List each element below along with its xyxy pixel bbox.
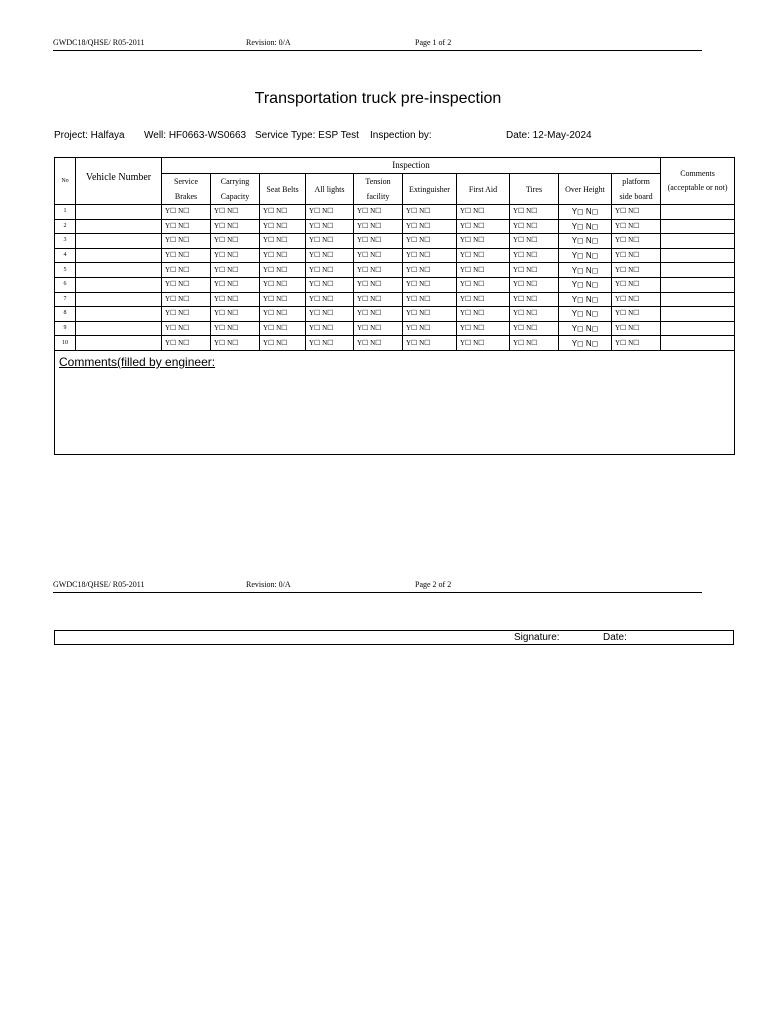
yes-no-checkbox[interactable]: Y◻ N◻ xyxy=(559,321,612,336)
yes-no-checkbox[interactable]: Y☐ N☐ xyxy=(354,248,403,263)
inspection-table xyxy=(54,157,735,455)
yes-no-checkbox[interactable]: Y☐ N☐ xyxy=(306,292,354,307)
engineer-comments-label: Comments(filled by engineer: xyxy=(59,354,216,369)
comments-cell[interactable] xyxy=(661,307,735,322)
comments-cell[interactable] xyxy=(661,277,735,292)
yes-no-checkbox[interactable]: Y☐ N☐ xyxy=(211,336,260,351)
project-field: Project: Halfaya xyxy=(54,130,125,141)
yes-no-checkbox[interactable]: Y☐ N☐ xyxy=(162,277,211,292)
yes-no-checkbox[interactable]: Y☐ N☐ xyxy=(354,292,403,307)
inspection-column-header: First Aid xyxy=(457,174,510,205)
comments-cell[interactable] xyxy=(661,292,735,307)
table-row xyxy=(55,321,735,336)
vehicle-number-cell[interactable] xyxy=(76,336,162,351)
revision-label: Revision: 0/A xyxy=(246,580,291,589)
vehicle-number-cell[interactable] xyxy=(76,277,162,292)
yes-no-checkbox[interactable]: Y☐ N☐ xyxy=(211,307,260,322)
inspection-column-header: platform side board xyxy=(612,174,661,205)
yes-no-checkbox[interactable]: Y☐ N☐ xyxy=(260,336,306,351)
yes-no-checkbox[interactable]: Y☐ N☐ xyxy=(306,307,354,322)
table-row xyxy=(55,234,735,249)
yes-no-checkbox[interactable]: Y☐ N☐ xyxy=(260,321,306,336)
yes-no-checkbox[interactable]: Y◻ N◻ xyxy=(559,205,612,220)
yes-no-checkbox[interactable]: Y☐ N☐ xyxy=(403,205,457,220)
inspection-column-header: All lights xyxy=(306,174,354,205)
yes-no-checkbox[interactable]: Y☐ N☐ xyxy=(457,219,510,234)
yes-no-checkbox[interactable]: Y☐ N☐ xyxy=(306,234,354,249)
document-code: GWDC18/QHSE/ R05-2011 xyxy=(53,38,145,47)
inspection-column-header: Over Height xyxy=(559,174,612,205)
yes-no-checkbox[interactable]: Y☐ N☐ xyxy=(403,219,457,234)
yes-no-checkbox[interactable]: Y☐ N☐ xyxy=(260,234,306,249)
yes-no-checkbox[interactable]: Y☐ N☐ xyxy=(260,292,306,307)
yes-no-checkbox[interactable]: Y☐ N☐ xyxy=(260,219,306,234)
yes-no-checkbox[interactable]: Y☐ N☐ xyxy=(457,321,510,336)
yes-no-checkbox[interactable]: Y☐ N☐ xyxy=(354,277,403,292)
comments-cell[interactable] xyxy=(661,234,735,249)
yes-no-checkbox[interactable]: Y☐ N☐ xyxy=(403,248,457,263)
yes-no-checkbox[interactable]: Y☐ N☐ xyxy=(510,307,559,322)
yes-no-checkbox[interactable]: Y☐ N☐ xyxy=(612,292,661,307)
comments-cell[interactable] xyxy=(661,321,735,336)
yes-no-checkbox[interactable]: Y◻ N◻ xyxy=(559,248,612,263)
vehicle-number-cell[interactable] xyxy=(76,205,162,220)
vehicle-number-cell[interactable] xyxy=(76,219,162,234)
vehicle-number-cell[interactable] xyxy=(76,263,162,278)
yes-no-checkbox[interactable]: Y☐ N☐ xyxy=(457,292,510,307)
yes-no-checkbox[interactable]: Y☐ N☐ xyxy=(306,336,354,351)
yes-no-checkbox[interactable]: Y☐ N☐ xyxy=(457,277,510,292)
yes-no-checkbox[interactable]: Y☐ N☐ xyxy=(162,307,211,322)
row-number: 5 xyxy=(55,263,76,278)
yes-no-checkbox[interactable]: Y☐ N☐ xyxy=(306,263,354,278)
page-number: Page 2 of 2 xyxy=(415,580,452,589)
yes-no-checkbox[interactable]: Y☐ N☐ xyxy=(457,205,510,220)
yes-no-checkbox[interactable]: Y☐ N☐ xyxy=(354,336,403,351)
signature-date-label: Date: xyxy=(603,632,627,643)
revision-label: Revision: 0/A xyxy=(246,38,291,47)
engineer-comments-box[interactable] xyxy=(55,350,735,454)
yes-no-checkbox[interactable]: Y☐ N☐ xyxy=(457,263,510,278)
yes-no-checkbox[interactable]: Y☐ N☐ xyxy=(211,219,260,234)
yes-no-checkbox[interactable]: Y☐ N☐ xyxy=(403,277,457,292)
vehicle-number-cell[interactable] xyxy=(76,307,162,322)
inspection-column-header: Carrying Capacity xyxy=(211,174,260,205)
yes-no-checkbox[interactable]: Y☐ N☐ xyxy=(612,248,661,263)
engineer-comments-row xyxy=(55,350,735,454)
table-row xyxy=(55,248,735,263)
yes-no-checkbox[interactable]: Y◻ N◻ xyxy=(559,336,612,351)
yes-no-checkbox[interactable]: Y☐ N☐ xyxy=(260,248,306,263)
inspection-group-header: Inspection xyxy=(162,158,661,174)
comments-cell[interactable] xyxy=(661,263,735,278)
yes-no-checkbox[interactable]: Y☐ N☐ xyxy=(403,321,457,336)
yes-no-checkbox[interactable]: Y☐ N☐ xyxy=(612,234,661,249)
yes-no-checkbox[interactable]: Y☐ N☐ xyxy=(354,234,403,249)
yes-no-checkbox[interactable]: Y☐ N☐ xyxy=(403,292,457,307)
yes-no-checkbox[interactable]: Y☐ N☐ xyxy=(403,336,457,351)
yes-no-checkbox[interactable]: Y☐ N☐ xyxy=(612,263,661,278)
yes-no-checkbox[interactable]: Y☐ N☐ xyxy=(612,205,661,220)
yes-no-checkbox[interactable]: Y☐ N☐ xyxy=(354,307,403,322)
yes-no-checkbox[interactable]: Y☐ N☐ xyxy=(457,336,510,351)
row-number: 9 xyxy=(55,321,76,336)
yes-no-checkbox[interactable]: Y☐ N☐ xyxy=(306,219,354,234)
yes-no-checkbox[interactable]: Y☐ N☐ xyxy=(211,263,260,278)
yes-no-checkbox[interactable]: Y☐ N☐ xyxy=(260,205,306,220)
row-number: 10 xyxy=(55,336,76,351)
yes-no-checkbox[interactable]: Y☐ N☐ xyxy=(162,263,211,278)
yes-no-checkbox[interactable]: Y☐ N☐ xyxy=(510,248,559,263)
yes-no-checkbox[interactable]: Y☐ N☐ xyxy=(260,263,306,278)
yes-no-checkbox[interactable]: Y◻ N◻ xyxy=(559,277,612,292)
yes-no-checkbox[interactable]: Y☐ N☐ xyxy=(457,307,510,322)
yes-no-checkbox[interactable]: Y☐ N☐ xyxy=(162,248,211,263)
yes-no-checkbox[interactable]: Y☐ N☐ xyxy=(211,234,260,249)
row-number: 3 xyxy=(55,234,76,249)
table-row xyxy=(55,205,735,220)
vehicle-number-cell[interactable] xyxy=(76,321,162,336)
row-number: 2 xyxy=(55,219,76,234)
yes-no-checkbox[interactable]: Y☐ N☐ xyxy=(612,219,661,234)
table-row xyxy=(55,336,735,351)
yes-no-checkbox[interactable]: Y☐ N☐ xyxy=(354,219,403,234)
table-row xyxy=(55,277,735,292)
row-number: 6 xyxy=(55,277,76,292)
no-column-header: No xyxy=(55,158,76,205)
date-field: Date: 12-May-2024 xyxy=(506,130,592,141)
inspection-column-header: Service Brakes xyxy=(162,174,211,205)
row-number: 8 xyxy=(55,307,76,322)
yes-no-checkbox[interactable]: Y◻ N◻ xyxy=(559,292,612,307)
yes-no-checkbox[interactable]: Y☐ N☐ xyxy=(162,321,211,336)
yes-no-checkbox[interactable]: Y☐ N☐ xyxy=(354,205,403,220)
yes-no-checkbox[interactable]: Y☐ N☐ xyxy=(260,277,306,292)
document-code: GWDC18/QHSE/ R05-2011 xyxy=(53,580,145,589)
yes-no-checkbox[interactable]: Y☐ N☐ xyxy=(211,205,260,220)
yes-no-checkbox[interactable]: Y☐ N☐ xyxy=(211,292,260,307)
yes-no-checkbox[interactable]: Y☐ N☐ xyxy=(510,263,559,278)
yes-no-checkbox[interactable]: Y☐ N☐ xyxy=(457,234,510,249)
yes-no-checkbox[interactable]: Y☐ N☐ xyxy=(403,307,457,322)
inspection-column-header: Tension facility xyxy=(354,174,403,205)
yes-no-checkbox[interactable]: Y☐ N☐ xyxy=(162,219,211,234)
yes-no-checkbox[interactable]: Y☐ N☐ xyxy=(510,321,559,336)
yes-no-checkbox[interactable]: Y☐ N☐ xyxy=(510,219,559,234)
yes-no-checkbox[interactable]: Y☐ N☐ xyxy=(510,292,559,307)
yes-no-checkbox[interactable]: Y◻ N◻ xyxy=(559,307,612,322)
vehicle-number-cell[interactable] xyxy=(76,234,162,249)
comments-cell[interactable] xyxy=(661,336,735,351)
yes-no-checkbox[interactable]: Y☐ N☐ xyxy=(306,248,354,263)
yes-no-checkbox[interactable]: Y☐ N☐ xyxy=(306,321,354,336)
yes-no-checkbox[interactable]: Y☐ N☐ xyxy=(612,321,661,336)
yes-no-checkbox[interactable]: Y☐ N☐ xyxy=(612,336,661,351)
signature-label: Signature: xyxy=(514,632,560,643)
yes-no-checkbox[interactable]: Y☐ N☐ xyxy=(510,336,559,351)
yes-no-checkbox[interactable]: Y☐ N☐ xyxy=(211,248,260,263)
yes-no-checkbox[interactable]: Y☐ N☐ xyxy=(457,248,510,263)
yes-no-checkbox[interactable]: Y☐ N☐ xyxy=(162,205,211,220)
page-title: Transportation truck pre-inspection xyxy=(254,90,502,107)
vehicle-number-header: Vehicle Number xyxy=(76,158,162,205)
page-header-2 xyxy=(53,580,702,593)
page-header xyxy=(53,38,702,51)
yes-no-checkbox[interactable]: Y☐ N☐ xyxy=(306,277,354,292)
vehicle-number-cell[interactable] xyxy=(76,248,162,263)
yes-no-checkbox[interactable]: Y☐ N☐ xyxy=(510,277,559,292)
well-field: Well: HF0663-WS0663 xyxy=(144,130,247,141)
yes-no-checkbox[interactable]: Y☐ N☐ xyxy=(612,307,661,322)
comments-cell[interactable] xyxy=(661,219,735,234)
yes-no-checkbox[interactable]: Y☐ N☐ xyxy=(162,336,211,351)
yes-no-checkbox[interactable]: Y◻ N◻ xyxy=(559,234,612,249)
table-row xyxy=(55,292,735,307)
row-number: 4 xyxy=(55,248,76,263)
table-row xyxy=(55,307,735,322)
inspection-column-header: Tires xyxy=(510,174,559,205)
service-type-field: Service Type: ESP Test xyxy=(255,130,359,141)
table-row xyxy=(55,263,735,278)
yes-no-checkbox[interactable]: Y☐ N☐ xyxy=(354,321,403,336)
yes-no-checkbox[interactable]: Y☐ N☐ xyxy=(403,234,457,249)
comments-cell[interactable] xyxy=(661,205,735,220)
yes-no-checkbox[interactable]: Y☐ N☐ xyxy=(354,263,403,278)
yes-no-checkbox[interactable]: Y☐ N☐ xyxy=(211,277,260,292)
inspection-column-header: Extinguisher xyxy=(403,174,457,205)
inspection-by-field: Inspection by: xyxy=(370,130,432,141)
comments-column-header: Comments (acceptable or not) xyxy=(661,158,735,205)
yes-no-checkbox[interactable]: Y☐ N☐ xyxy=(306,205,354,220)
yes-no-checkbox[interactable]: Y◻ N◻ xyxy=(559,219,612,234)
yes-no-checkbox[interactable]: Y☐ N☐ xyxy=(510,234,559,249)
signature-box xyxy=(54,630,734,645)
comments-cell[interactable] xyxy=(661,248,735,263)
yes-no-checkbox[interactable]: Y☐ N☐ xyxy=(510,205,559,220)
page-number: Page 1 of 2 xyxy=(415,38,452,47)
yes-no-checkbox[interactable]: Y☐ N☐ xyxy=(162,292,211,307)
yes-no-checkbox[interactable]: Y☐ N☐ xyxy=(612,277,661,292)
yes-no-checkbox[interactable]: Y☐ N☐ xyxy=(260,307,306,322)
row-number: 7 xyxy=(55,292,76,307)
row-number: 1 xyxy=(55,205,76,220)
inspection-column-header: Seat Belts xyxy=(260,174,306,205)
table-row xyxy=(55,219,735,234)
vehicle-number-cell[interactable] xyxy=(76,292,162,307)
yes-no-checkbox[interactable]: Y◻ N◻ xyxy=(559,263,612,278)
yes-no-checkbox[interactable]: Y☐ N☐ xyxy=(403,263,457,278)
yes-no-checkbox[interactable]: Y☐ N☐ xyxy=(162,234,211,249)
yes-no-checkbox[interactable]: Y☐ N☐ xyxy=(211,321,260,336)
